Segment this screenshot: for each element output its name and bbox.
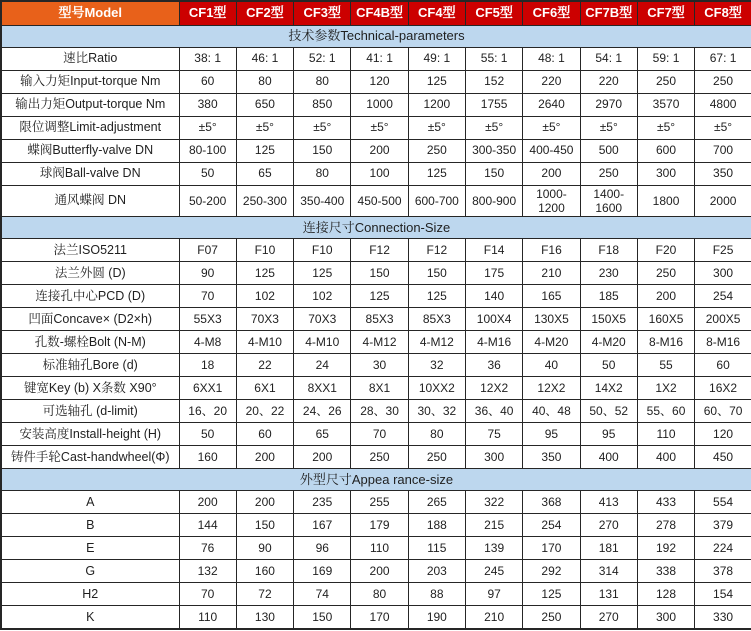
value-cell: F10 — [294, 239, 351, 262]
value-cell: 12X2 — [465, 377, 522, 400]
row-label: 凹面Concave× (D2×h) — [1, 308, 179, 331]
value-cell: 50 — [580, 354, 637, 377]
value-cell: 12X2 — [523, 377, 580, 400]
value-cell: 300 — [637, 606, 694, 629]
value-cell: 379 — [695, 514, 751, 537]
value-cell: 36 — [465, 354, 522, 377]
spec-row — [1, 70, 751, 93]
value-cell: 450 — [695, 446, 751, 469]
value-cell: 24、26 — [294, 400, 351, 423]
section-title: 外型尺寸Appea rance-size — [1, 469, 751, 491]
value-cell: 160 — [179, 446, 236, 469]
value-cell: F18 — [580, 239, 637, 262]
value-cell: 250 — [580, 162, 637, 185]
value-cell: 60 — [236, 423, 293, 446]
row-label: 输出力矩Output-torque Nm — [1, 93, 179, 116]
spec-row — [1, 377, 751, 400]
value-cell: 350 — [695, 162, 751, 185]
value-cell: F10 — [236, 239, 293, 262]
value-cell: 150 — [465, 162, 522, 185]
value-cell: F16 — [523, 239, 580, 262]
value-cell: 200 — [294, 446, 351, 469]
value-cell: 500 — [580, 139, 637, 162]
model-column-header: CF4B型 — [351, 1, 408, 25]
value-cell: F14 — [465, 239, 522, 262]
spec-row — [1, 446, 751, 469]
value-cell: 125 — [236, 139, 293, 162]
value-cell: 120 — [351, 70, 408, 93]
value-cell: 8XX1 — [294, 377, 351, 400]
spec-row — [1, 47, 751, 70]
value-cell: 46: 1 — [236, 47, 293, 70]
value-cell: 368 — [523, 491, 580, 514]
value-cell: 1X2 — [637, 377, 694, 400]
value-cell: 16、20 — [179, 400, 236, 423]
value-cell: 50 — [179, 162, 236, 185]
spec-row — [1, 514, 751, 537]
value-cell: 265 — [408, 491, 465, 514]
value-cell: 55: 1 — [465, 47, 522, 70]
value-cell: 110 — [637, 423, 694, 446]
value-cell: ±5° — [580, 116, 637, 139]
row-label: 法兰ISO5211 — [1, 239, 179, 262]
spec-row — [1, 491, 751, 514]
model-column-header: CF2型 — [236, 1, 293, 25]
value-cell: 130X5 — [523, 308, 580, 331]
value-cell: F20 — [637, 239, 694, 262]
value-cell: 16X2 — [695, 377, 751, 400]
value-cell: 600 — [637, 139, 694, 162]
model-column-header: CF4型 — [408, 1, 465, 25]
spec-row — [1, 606, 751, 629]
value-cell: 254 — [523, 514, 580, 537]
value-cell: 1755 — [465, 93, 522, 116]
value-cell: 97 — [465, 583, 522, 606]
value-cell: 400 — [580, 446, 637, 469]
value-cell: 55、60 — [637, 400, 694, 423]
value-cell: 50 — [179, 423, 236, 446]
value-cell: 200X5 — [695, 308, 751, 331]
value-cell: 200 — [236, 446, 293, 469]
value-cell: 210 — [465, 606, 522, 629]
value-cell: 650 — [236, 93, 293, 116]
value-cell: 4-M20 — [523, 331, 580, 354]
value-cell: 150 — [294, 606, 351, 629]
spec-row — [1, 162, 751, 185]
value-cell: 3570 — [637, 93, 694, 116]
value-cell: 24 — [294, 354, 351, 377]
value-cell: 41: 1 — [351, 47, 408, 70]
value-cell: 130 — [236, 606, 293, 629]
value-cell: 80 — [236, 70, 293, 93]
value-cell: 322 — [465, 491, 522, 514]
model-column-header: CF1型 — [179, 1, 236, 25]
model-column-header: CF7B型 — [580, 1, 637, 25]
value-cell: 28、30 — [351, 400, 408, 423]
value-cell: 59: 1 — [637, 47, 694, 70]
spec-row — [1, 185, 751, 217]
value-cell: 154 — [695, 583, 751, 606]
spec-row — [1, 583, 751, 606]
value-cell: 152 — [465, 70, 522, 93]
value-cell: 110 — [351, 537, 408, 560]
value-cell: 100X4 — [465, 308, 522, 331]
value-cell: 49: 1 — [408, 47, 465, 70]
value-cell: 4-M12 — [351, 331, 408, 354]
value-cell: 400-450 — [523, 139, 580, 162]
value-cell: 2000 — [695, 185, 751, 217]
value-cell: 4-M20 — [580, 331, 637, 354]
row-label: 法兰外圆 (D) — [1, 262, 179, 285]
value-cell: 70 — [351, 423, 408, 446]
value-cell: 800-900 — [465, 185, 522, 217]
model-column-header: CF7型 — [637, 1, 694, 25]
value-cell: 278 — [637, 514, 694, 537]
value-cell: 250 — [695, 70, 751, 93]
value-cell: 10XX2 — [408, 377, 465, 400]
row-label: 蝶阀Butterfly-valve DN — [1, 139, 179, 162]
value-cell: 144 — [179, 514, 236, 537]
spec-row — [1, 285, 751, 308]
value-cell: 4-M10 — [294, 331, 351, 354]
model-header-cell: 型号Model — [1, 1, 179, 25]
value-cell: 6XX1 — [179, 377, 236, 400]
value-cell: 65 — [236, 162, 293, 185]
value-cell: 600-700 — [408, 185, 465, 217]
value-cell: 14X2 — [580, 377, 637, 400]
table-head — [1, 1, 751, 25]
row-label: 可选轴孔 (d-limit) — [1, 400, 179, 423]
value-cell: 95 — [523, 423, 580, 446]
value-cell: 200 — [637, 285, 694, 308]
value-cell: 330 — [695, 606, 751, 629]
value-cell: 433 — [637, 491, 694, 514]
row-label: K — [1, 606, 179, 629]
value-cell: 188 — [408, 514, 465, 537]
value-cell: 90 — [179, 262, 236, 285]
row-label: B — [1, 514, 179, 537]
value-cell: 80 — [294, 162, 351, 185]
section-title: 技术参数Technical-parameters — [1, 25, 751, 47]
value-cell: 200 — [179, 491, 236, 514]
value-cell: 179 — [351, 514, 408, 537]
value-cell: 18 — [179, 354, 236, 377]
value-cell: 413 — [580, 491, 637, 514]
value-cell: 70 — [179, 285, 236, 308]
value-cell: 160 — [236, 560, 293, 583]
value-cell: 150X5 — [580, 308, 637, 331]
value-cell: 200 — [351, 139, 408, 162]
value-cell: 32 — [408, 354, 465, 377]
value-cell: 170 — [351, 606, 408, 629]
row-label: G — [1, 560, 179, 583]
row-label: A — [1, 491, 179, 514]
spec-row — [1, 262, 751, 285]
row-label: 通风蝶阀 DN — [1, 185, 179, 217]
value-cell: 70 — [179, 583, 236, 606]
value-cell: 52: 1 — [294, 47, 351, 70]
value-cell: 50、52 — [580, 400, 637, 423]
value-cell: 250 — [408, 446, 465, 469]
value-cell: 40、48 — [523, 400, 580, 423]
value-cell: 30 — [351, 354, 408, 377]
value-cell: 125 — [236, 262, 293, 285]
value-cell: 55 — [637, 354, 694, 377]
row-label: 安装高度Install-height (H) — [1, 423, 179, 446]
value-cell: 139 — [465, 537, 522, 560]
value-cell: 110 — [179, 606, 236, 629]
value-cell: 55X3 — [179, 308, 236, 331]
value-cell: 4-M8 — [179, 331, 236, 354]
spec-row — [1, 308, 751, 331]
value-cell: 380 — [179, 93, 236, 116]
value-cell: 220 — [523, 70, 580, 93]
value-cell: 300-350 — [465, 139, 522, 162]
spec-row — [1, 537, 751, 560]
value-cell: 378 — [695, 560, 751, 583]
value-cell: 20、22 — [236, 400, 293, 423]
value-cell: 85X3 — [351, 308, 408, 331]
value-cell: 175 — [465, 262, 522, 285]
value-cell: ±5° — [465, 116, 522, 139]
value-cell: 72 — [236, 583, 293, 606]
value-cell: 230 — [580, 262, 637, 285]
spec-row — [1, 116, 751, 139]
value-cell: 165 — [523, 285, 580, 308]
value-cell: 700 — [695, 139, 751, 162]
value-cell: 160X5 — [637, 308, 694, 331]
spec-row — [1, 93, 751, 116]
value-cell: 190 — [408, 606, 465, 629]
value-cell: 250 — [523, 606, 580, 629]
row-label: 连接孔中心PCD (D) — [1, 285, 179, 308]
value-cell: 1800 — [637, 185, 694, 217]
value-cell: 131 — [580, 583, 637, 606]
row-label: H2 — [1, 583, 179, 606]
value-cell: 125 — [523, 583, 580, 606]
value-cell: 125 — [351, 285, 408, 308]
row-label: 限位调整Limit-adjustment — [1, 116, 179, 139]
value-cell: 850 — [294, 93, 351, 116]
header-row — [1, 1, 751, 25]
value-cell: 22 — [236, 354, 293, 377]
value-cell: 4-M10 — [236, 331, 293, 354]
value-cell: 250 — [637, 262, 694, 285]
value-cell: 30、32 — [408, 400, 465, 423]
value-cell: 1400-1600 — [580, 185, 637, 217]
value-cell: 80 — [351, 583, 408, 606]
value-cell: 132 — [179, 560, 236, 583]
table-body — [1, 25, 751, 629]
value-cell: 1000-1200 — [523, 185, 580, 217]
value-cell: 115 — [408, 537, 465, 560]
value-cell: 4-M12 — [408, 331, 465, 354]
value-cell: 140 — [465, 285, 522, 308]
model-column-header: CF6型 — [523, 1, 580, 25]
value-cell: 60、70 — [695, 400, 751, 423]
value-cell: 170 — [523, 537, 580, 560]
value-cell: 200 — [351, 560, 408, 583]
spec-row — [1, 331, 751, 354]
value-cell: 6X1 — [236, 377, 293, 400]
value-cell: 192 — [637, 537, 694, 560]
section-row — [1, 469, 751, 491]
value-cell: 125 — [408, 70, 465, 93]
value-cell: 255 — [351, 491, 408, 514]
value-cell: 554 — [695, 491, 751, 514]
spec-row — [1, 139, 751, 162]
value-cell: 1200 — [408, 93, 465, 116]
value-cell: 220 — [580, 70, 637, 93]
value-cell: 96 — [294, 537, 351, 560]
row-label: E — [1, 537, 179, 560]
spec-row — [1, 239, 751, 262]
value-cell: 4-M16 — [465, 331, 522, 354]
value-cell: F25 — [695, 239, 751, 262]
section-title: 连接尺寸Connection-Size — [1, 217, 751, 239]
value-cell: 8X1 — [351, 377, 408, 400]
value-cell: 2640 — [523, 93, 580, 116]
value-cell: 90 — [236, 537, 293, 560]
value-cell: 167 — [294, 514, 351, 537]
value-cell: 85X3 — [408, 308, 465, 331]
value-cell: 4800 — [695, 93, 751, 116]
value-cell: 40 — [523, 354, 580, 377]
value-cell: 235 — [294, 491, 351, 514]
value-cell: F12 — [351, 239, 408, 262]
value-cell: 8-M16 — [695, 331, 751, 354]
value-cell: 314 — [580, 560, 637, 583]
value-cell: 65 — [294, 423, 351, 446]
value-cell: ±5° — [294, 116, 351, 139]
row-label: 标准轴孔Bore (d) — [1, 354, 179, 377]
section-row — [1, 217, 751, 239]
value-cell: 338 — [637, 560, 694, 583]
value-cell: 254 — [695, 285, 751, 308]
row-label: 孔数-螺栓Bolt (N-M) — [1, 331, 179, 354]
value-cell: 350 — [523, 446, 580, 469]
value-cell: 200 — [523, 162, 580, 185]
value-cell: 250 — [637, 70, 694, 93]
row-label: 速比Ratio — [1, 47, 179, 70]
value-cell: ±5° — [351, 116, 408, 139]
value-cell: 1000 — [351, 93, 408, 116]
spec-row — [1, 423, 751, 446]
value-cell: 150 — [294, 139, 351, 162]
value-cell: 245 — [465, 560, 522, 583]
value-cell: 150 — [351, 262, 408, 285]
value-cell: 250-300 — [236, 185, 293, 217]
value-cell: 70X3 — [236, 308, 293, 331]
value-cell: 76 — [179, 537, 236, 560]
value-cell: 74 — [294, 583, 351, 606]
value-cell: ±5° — [637, 116, 694, 139]
value-cell: 203 — [408, 560, 465, 583]
value-cell: 100 — [351, 162, 408, 185]
value-cell: 300 — [465, 446, 522, 469]
value-cell: 270 — [580, 514, 637, 537]
value-cell: ±5° — [179, 116, 236, 139]
value-cell: 181 — [580, 537, 637, 560]
value-cell: 128 — [637, 583, 694, 606]
model-column-header: CF3型 — [294, 1, 351, 25]
value-cell: 102 — [294, 285, 351, 308]
value-cell: 200 — [236, 491, 293, 514]
value-cell: ±5° — [523, 116, 580, 139]
value-cell: 450-500 — [351, 185, 408, 217]
spec-row — [1, 400, 751, 423]
model-column-header: CF8型 — [695, 1, 751, 25]
spec-row — [1, 560, 751, 583]
section-row — [1, 25, 751, 47]
value-cell: 169 — [294, 560, 351, 583]
value-cell: 300 — [695, 262, 751, 285]
value-cell: 88 — [408, 583, 465, 606]
value-cell: 125 — [408, 162, 465, 185]
value-cell: 150 — [236, 514, 293, 537]
value-cell: 185 — [580, 285, 637, 308]
row-label: 键宽Key (b) X条数 X90° — [1, 377, 179, 400]
value-cell: 270 — [580, 606, 637, 629]
row-label: 球阀Ball-valve DN — [1, 162, 179, 185]
value-cell: 150 — [408, 262, 465, 285]
value-cell: 125 — [408, 285, 465, 308]
value-cell: 80-100 — [179, 139, 236, 162]
value-cell: ±5° — [236, 116, 293, 139]
value-cell: 75 — [465, 423, 522, 446]
row-label: 铸件手轮Cast-handwheel(Φ) — [1, 446, 179, 469]
value-cell: 300 — [637, 162, 694, 185]
value-cell: 36、40 — [465, 400, 522, 423]
value-cell: 125 — [294, 262, 351, 285]
value-cell: ±5° — [695, 116, 751, 139]
value-cell: 54: 1 — [580, 47, 637, 70]
value-cell: 102 — [236, 285, 293, 308]
value-cell: 80 — [408, 423, 465, 446]
value-cell: 67: 1 — [695, 47, 751, 70]
value-cell: 210 — [523, 262, 580, 285]
row-label: 输入力矩Input-torque Nm — [1, 70, 179, 93]
value-cell: 95 — [580, 423, 637, 446]
value-cell: F12 — [408, 239, 465, 262]
value-cell: 48: 1 — [523, 47, 580, 70]
model-column-header: CF5型 — [465, 1, 522, 25]
value-cell: 400 — [637, 446, 694, 469]
value-cell: 70X3 — [294, 308, 351, 331]
spec-row — [1, 354, 751, 377]
value-cell: 60 — [695, 354, 751, 377]
value-cell: 224 — [695, 537, 751, 560]
value-cell: 215 — [465, 514, 522, 537]
value-cell: 50-200 — [179, 185, 236, 217]
value-cell: 80 — [294, 70, 351, 93]
value-cell: 350-400 — [294, 185, 351, 217]
value-cell: 8-M16 — [637, 331, 694, 354]
value-cell: 38: 1 — [179, 47, 236, 70]
value-cell: 250 — [351, 446, 408, 469]
value-cell: 60 — [179, 70, 236, 93]
value-cell: F07 — [179, 239, 236, 262]
value-cell: 292 — [523, 560, 580, 583]
value-cell: 250 — [408, 139, 465, 162]
value-cell: 120 — [695, 423, 751, 446]
value-cell: 2970 — [580, 93, 637, 116]
value-cell: ±5° — [408, 116, 465, 139]
